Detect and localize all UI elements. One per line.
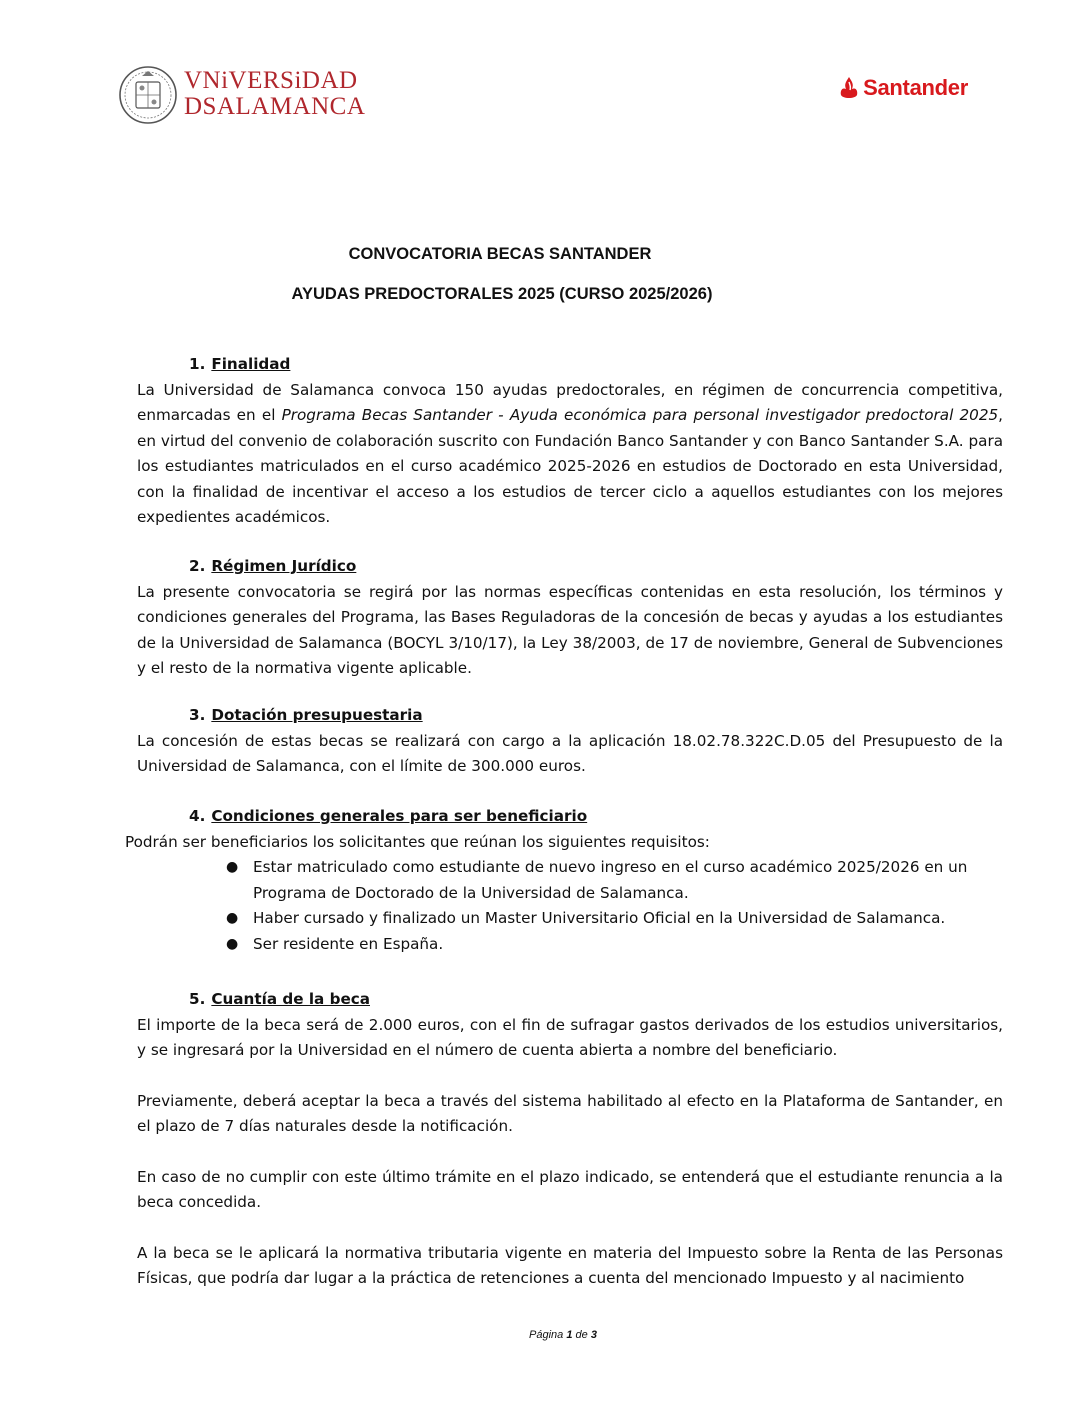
section-paragraph: El importe de la beca será de 2.000 euros, con el fin de sufragar gastos derivados de los estudios universitarios, y se ingresará por la Universidad en el número de cuenta abierta a nombre del beneficiario. (137, 1015, 1003, 1059)
page-header (118, 62, 978, 132)
section-label: Cuantía de la beca (211, 990, 370, 1008)
list-item (137, 932, 1003, 958)
requirements-list (137, 855, 1003, 957)
section-heading (189, 987, 1003, 1013)
bullet-icon: ● (226, 859, 239, 875)
university-seal-icon (118, 64, 178, 126)
section-finalidad (137, 352, 1003, 531)
program-name: Programa Becas Santander - Ayuda económica para personal investigador predoctoral 2025 (281, 406, 999, 424)
list-item-text: Ser residente en España. (253, 934, 444, 953)
section-paragraph: Previamente, deberá aceptar la beca a través del sistema habilitado al efecto en la Plataforma de Santander, en el plazo de 7 días naturales desde la notificación. (137, 1091, 1003, 1135)
list-item-text: Estar matriculado como estudiante de nuevo ingreso en el curso académico 2025/2026 en un Programa de Doctorado de la Universidad de Salamanca. (253, 858, 968, 902)
section-paragraph: A la beca se le aplicará la normativa tributaria vigente en materia del Impuesto sobre la Renta de las Personas Físicas, que podría dar lugar a la práctica de retenciones a cuenta del mencionado Impuesto y al nacimiento (137, 1243, 1003, 1287)
section-number: 3. (189, 706, 206, 724)
section-label: Dotación presupuestaria (211, 706, 423, 724)
section-label: Finalidad (211, 355, 291, 373)
page-total: 3 (590, 1329, 597, 1341)
section-paragraph: La presente convocatoria se regirá por las normas específicas contenidas en esta resolución, los términos y condiciones generales del Programa, las Bases Reguladoras de la concesión de becas y ayudas a los estudiantes de la Universidad de Salamanca (BOCYL 3/10/17), la Ley 38/2003, de 17 de noviembre, General de Subvenciones y el resto de la normativa vigente aplicable. (137, 582, 1003, 677)
section-intro: Podrán ser beneficiarios los solicitantes que reúnan los siguientes requisitos: (125, 832, 710, 851)
santander-logo (839, 74, 968, 102)
santander-wordmark: Santander (863, 75, 968, 100)
section-paragraph: En caso de no cumplir con este último trámite en el plazo indicado, se entenderá que el estudiante renuncia a la beca concedida. (137, 1167, 1003, 1211)
section-cuantia (137, 987, 1003, 1292)
section-condiciones (125, 804, 1003, 957)
section-label: Régimen Jurídico (211, 557, 357, 575)
document-subtitle: AYUDAS PREDOCTORALES 2025 (CURSO 2025/2026) (291, 285, 713, 303)
page-number: 1 (566, 1329, 573, 1341)
section-number: 5. (189, 990, 206, 1008)
list-item-text: Haber cursado y finalizado un Master Universitario Oficial en la Universidad de Salamanca. (253, 909, 946, 927)
page-footer (0, 1329, 1088, 1341)
section-heading (189, 804, 1003, 830)
footer-prefix: Página (529, 1329, 567, 1341)
bullet-icon: ● (226, 935, 239, 952)
university-line-1: VNiVERSiDAD (184, 67, 358, 94)
document-title: CONVOCATORIA BECAS SANTANDER (348, 245, 652, 263)
section-number: 1. (189, 355, 206, 373)
section-heading (189, 352, 1003, 378)
section-number: 4. (189, 807, 206, 825)
university-line-2: DSALAMANCA (184, 93, 366, 120)
bullet-icon: ● (226, 910, 239, 926)
section-label: Condiciones generales para ser beneficiario (211, 807, 588, 825)
paragraph-text: , en virtud del convenio de colaboración suscrito con Fundación Banco Santander y con Banco Santander S.A. para los estudiantes matriculados en el curso académico 2025-2026 en estudios de Doctorado en esta Universidad, con la finalidad de incentivar el acceso a los estudios de tercer ciclo a aquellos estudiantes con los mejores expedientes académicos. (137, 406, 1003, 526)
list-item (137, 855, 1003, 906)
list-item (137, 906, 1003, 932)
footer-separator: de (572, 1329, 591, 1341)
paragraph-text: La Universidad de Salamanca convoca 150 ayudas predoctorales, en régimen de concurrencia competitiva, enmarcadas en el (137, 380, 1003, 424)
section-dotacion (137, 703, 1003, 780)
section-paragraph (137, 378, 1003, 531)
university-wordmark (184, 68, 365, 120)
santander-flame-icon (839, 76, 859, 100)
section-paragraph: La concesión de estas becas se realizará con cargo a la aplicación 18.02.78.322C.D.05 del Presupuesto de la Universidad de Salamanca, con el límite de 300.000 euros. (137, 731, 1003, 775)
section-number: 2. (189, 557, 206, 575)
section-heading (189, 703, 1003, 729)
section-regimen-juridico (137, 554, 1003, 682)
section-heading (189, 554, 1003, 580)
